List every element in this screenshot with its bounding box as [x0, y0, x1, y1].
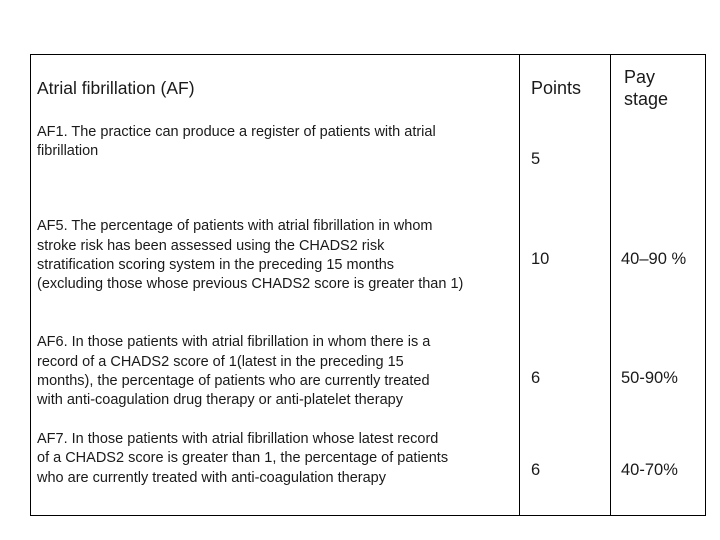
table-header-row — [31, 55, 705, 121]
pay-stage-cell — [621, 117, 705, 197]
indicator-body: . In those patients with atrial fibrillation in whom there is a record of a CHADS2 score of 1(latest in the preceding 15 months), the percentage of patients who are currently treated with anti-coagulation drug therapy or anti-platelet therapy — [37, 334, 431, 409]
indicator-text — [37, 217, 463, 294]
indicator-body: . The percentage of patients with atrial fibrillation in whom stroke risk has been assessed using the CHADS2 risk stratification scoring system in the preceding 15 months (excluding those whose previous CHADS2 score is greater than 1) — [37, 218, 464, 293]
indicator-description — [37, 117, 515, 197]
table-row — [31, 430, 705, 516]
pay-stage-value: 40–90 % — [621, 249, 687, 268]
table-row — [31, 198, 705, 314]
pay-stage-value: 50-90% — [621, 368, 678, 387]
points-value: 10 — [531, 249, 550, 268]
indicator-body: . In those patients with atrial fibrillation whose latest record of a CHADS2 score is greater than 1, the percentage of patients who are currently treated with anti-coagulation therapy — [37, 431, 449, 486]
af-indicator-table — [30, 54, 706, 516]
table-title: Atrial fibrillation (AF) — [37, 77, 195, 98]
indicator-body: . The practice can produce a register of patients with atrial fibrillation — [37, 124, 436, 160]
indicator-text — [37, 333, 430, 410]
points-value: 6 — [531, 461, 541, 479]
pay-stage-column-header: Pay stage — [624, 67, 669, 109]
points-cell — [531, 314, 609, 430]
pay-stage-cell — [621, 314, 705, 430]
pay-stage-value: 40-70% — [621, 461, 678, 479]
indicator-description — [37, 314, 515, 430]
points-cell — [531, 198, 609, 314]
indicator-text — [37, 430, 448, 488]
indicator-code: AF6 — [37, 334, 64, 351]
header-pay-stage-cell — [624, 55, 708, 121]
points-value: 5 — [531, 150, 541, 168]
points-cell — [531, 430, 609, 516]
indicator-description — [37, 430, 515, 516]
points-value: 6 — [531, 368, 541, 387]
pay-stage-cell — [621, 198, 705, 314]
indicator-code: AF5 — [37, 218, 64, 235]
header-points-cell — [531, 55, 609, 121]
indicator-text — [37, 123, 436, 162]
table-row — [31, 117, 705, 197]
indicator-code: AF1 — [37, 124, 64, 140]
header-title-cell — [37, 55, 515, 121]
points-column-header: Points — [531, 77, 582, 98]
points-cell — [531, 117, 609, 197]
pay-stage-cell — [621, 430, 705, 516]
table-row — [31, 314, 705, 430]
indicator-description — [37, 198, 515, 314]
indicator-code: AF7 — [37, 431, 64, 447]
